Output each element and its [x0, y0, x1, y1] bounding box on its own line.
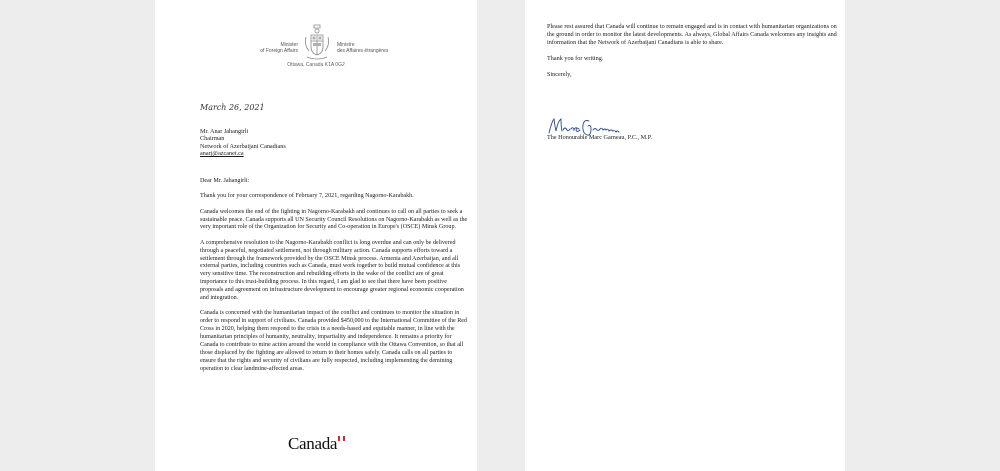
paragraph: Canada welcomes the end of the fighting in Nagorno-Karabakh and continues to call on all parties to seek a sustainable peace. Canada supports all UN Security Council Resolutions on Nagorno-Karabakh as well as the very important role of the Organization for Security and Co-operation in Europe's (OSCE) Minsk Group. — [200, 208, 468, 231]
letterhead-english-line2: of Foreign Affairs — [260, 48, 298, 54]
recipient-block — [200, 128, 286, 158]
letterhead-address: Ottawa, Canada K1A 0G2 — [287, 62, 345, 68]
signer-name: The Honourable Marc Garneau, P.C., M.P. — [547, 134, 652, 141]
letter-date: March 26, 2021 — [200, 103, 265, 112]
letter-body — [200, 178, 468, 381]
letterhead — [155, 0, 477, 80]
letterhead-french-line1: Ministre — [337, 42, 355, 48]
paragraph: Thank you for writing. — [547, 55, 604, 63]
letter-page-1 — [155, 0, 477, 471]
recipient-email-link[interactable]: anarj@azcanet.ca — [200, 150, 244, 158]
recipient-name: Mr. Anar Jahangirli — [200, 128, 249, 135]
letter-body-continued — [547, 23, 839, 87]
paragraph: Please rest assured that Canada will continue to remain engaged and is in contact with humanitarian organizations on the ground in order to monitor the latest developments. As always, Global Affairs Canada welcomes any insights and information that the Network of Azerbaijani Canadians is able to share. — [547, 23, 837, 47]
canada-flag-icon — [338, 436, 345, 441]
paragraph: Canada is concerned with the humanitarian impact of the conflict and continues to monitor the situation in order to respond in support of civilians. Canada provided $450,000 to the International Committee of the Red Cross in 2020, helping them respond to the crisis in a needs-based and equitable manner, in line with the humanitarian principles of humanity, neutrality, impartiality and independence. It remains a priority for Canada to contribute to mine action around the world in compliance with the Ottawa Convention, so that all those displaced by the fighting are allowed to return to their homes safely. Canada calls on all parties to ensure that the rights and security of civilians are fully respected, including implementing the demining operation to clear landmine-affected areas. — [200, 310, 468, 372]
recipient-title: Chairman — [200, 135, 225, 143]
letterhead-english — [240, 42, 298, 54]
salutation: Dear Mr. Jahangirli: — [200, 178, 250, 184]
paragraph: Thank you for your correspondence of February 7, 2021, regarding Nagorno-Karabakh. — [200, 193, 414, 200]
letterhead-french-line2: des Affaires étrangères — [337, 48, 389, 54]
canada-wordmark: Canada — [288, 434, 338, 453]
recipient-organization: Network of Azerbaijani Canadians — [200, 142, 286, 150]
coat-of-arms-icon — [302, 22, 332, 62]
letter-page-2 — [525, 0, 845, 471]
closing: Sincerely, — [547, 71, 572, 79]
paragraph: A comprehensive resolution to the Nagorno-Karabakh conflict is long overdue and can only be delivered through a peaceful, negotiated settlement, not through military action. Canada supports efforts toward a settlement through the framework provided by the OSCE Minsk process. Armenia and Azerbaijan, and all external parties, including countries such as Canada, must work together to build mutual confidence at this very sensitive time. The reconstruction and rebuilding efforts in the wake of the conflict are of great importance to this trust-building process. In this regard, I am glad to see that there have been positive proposals and agreement on infrastructure development to encourage greater regional economic cooperation and integration. — [200, 239, 464, 302]
letterhead-english-line1: Minister — [280, 42, 298, 48]
letterhead-french — [337, 42, 417, 54]
